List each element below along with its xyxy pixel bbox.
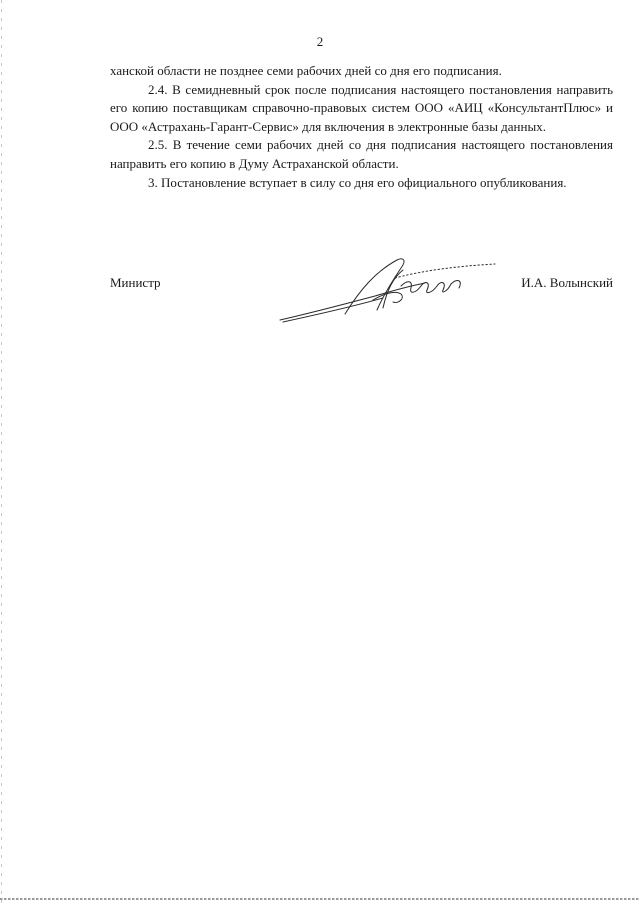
signatory-name: И.А. Волынский <box>521 275 613 290</box>
paragraph-2-4: 2.4. В семидневный срок после подписания настоящего постановления направить его копию поставщикам справочно-правовых систем ООО «АИЦ «КонсультантПлюс» и ООО «Астрахань-Гарант-Сервис» для включения в электронные базы данных. <box>110 81 613 134</box>
scan-edge-bottom <box>0 898 640 900</box>
signatory-position: Министр <box>110 275 161 290</box>
page-number: 2 <box>316 34 324 49</box>
document-body <box>110 62 613 192</box>
paragraph-3: 3. Постановление вступает в силу со дня его официального опубликования. <box>148 174 567 190</box>
signature-block <box>110 275 613 295</box>
paragraph-2-5: 2.5. В течение семи рабочих дней со дня подписания настоящего постановления направить его копию в Думу Астраханской области. <box>110 137 613 171</box>
paragraph-continuation: ханской области не позднее семи рабочих дней со дня его подписания. <box>110 63 502 78</box>
scan-edge-left <box>1 0 2 905</box>
